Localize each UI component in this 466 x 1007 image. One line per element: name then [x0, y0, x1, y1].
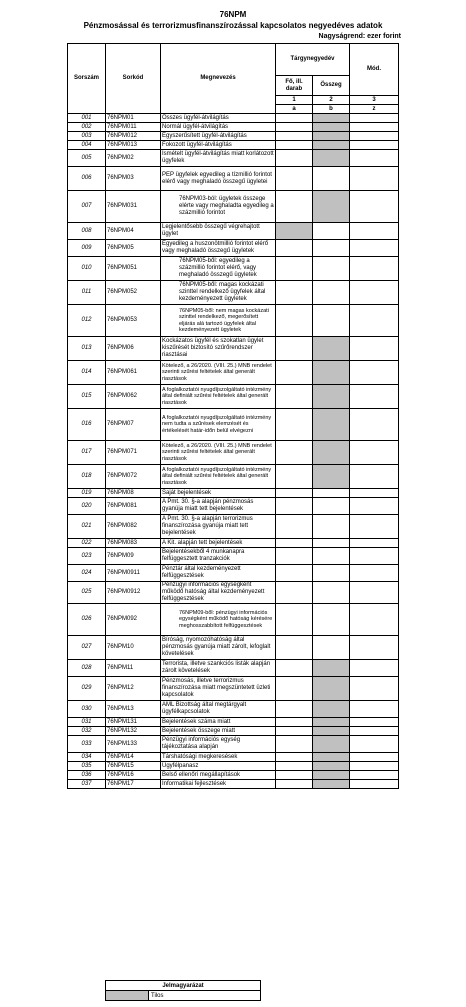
cell-count-input[interactable]: [276, 223, 313, 240]
cell-mod-input[interactable]: [350, 132, 399, 141]
table-row: [68, 441, 399, 465]
header-col1: Fő, ill. darab: [276, 76, 313, 96]
row-code: 76NPM082: [106, 515, 161, 539]
row-code: 76NPM081: [106, 498, 161, 515]
table-row: [68, 167, 399, 191]
cell-mod-input[interactable]: [350, 515, 399, 539]
cell-count-input[interactable]: [276, 582, 313, 604]
row-description: Bíróság, nyomozóhatóság által pénzmosás gyanúja miatt zárolt, lefoglalt követelések: [161, 636, 276, 660]
row-description: Pénztár által kezdeményezett felfüggesztések: [161, 565, 276, 582]
row-number: 014: [68, 361, 106, 385]
table-row: [68, 582, 399, 604]
row-number: 034: [68, 753, 106, 762]
row-description: Bejelentésekből 4 munkanapra felfüggesztett tranzakciók: [161, 548, 276, 565]
row-number: 029: [68, 677, 106, 701]
table-row: [68, 677, 399, 701]
row-number: 010: [68, 257, 106, 281]
row-code: 76NPM052: [106, 281, 161, 305]
cell-count-input[interactable]: [276, 141, 313, 150]
cell-mod-input[interactable]: [350, 780, 399, 789]
row-description: Informatikai fejlesztések: [161, 780, 276, 789]
row-description: 76NPM05-ből: magas kockázati szinttel rendelkező ügyfelek által kezdeményezett ügyletek: [161, 281, 276, 305]
cell-count-input[interactable]: [276, 465, 313, 489]
cell-count-input[interactable]: [276, 718, 313, 727]
row-description: Társhatósági megkeresések: [161, 753, 276, 762]
header-col2: Összeg: [313, 76, 350, 96]
cell-amount-input[interactable]: [313, 515, 350, 539]
header-mod: Mód.: [350, 44, 399, 96]
cell-amount-input[interactable]: [313, 441, 350, 465]
cell-count-input[interactable]: [276, 167, 313, 191]
table-row: [68, 337, 399, 361]
row-description: A foglalkoztatói nyugdíjszolgáltató intézmény által definiált szűrési feltételek által generált riasztások: [161, 385, 276, 409]
row-code: 76NPM053: [106, 305, 161, 337]
cell-amount-input[interactable]: [313, 753, 350, 762]
row-code: 76NPM092: [106, 604, 161, 636]
row-code: 76NPM031: [106, 191, 161, 223]
legend-title: Jelmagyarázat: [106, 981, 261, 991]
table-row: [68, 385, 399, 409]
cell-amount-input[interactable]: [313, 604, 350, 636]
cell-amount-input[interactable]: [313, 727, 350, 736]
legend-table: [105, 980, 261, 1001]
row-code: 76NPM03: [106, 167, 161, 191]
table-row: [68, 191, 399, 223]
cell-mod-input[interactable]: [350, 167, 399, 191]
row-number: 032: [68, 727, 106, 736]
cell-count-input[interactable]: [276, 281, 313, 305]
cell-amount-input[interactable]: [313, 582, 350, 604]
cell-amount-input[interactable]: [313, 677, 350, 701]
row-description: Bejelentések összege miatt: [161, 727, 276, 736]
cell-amount-input[interactable]: [313, 465, 350, 489]
cell-count-input[interactable]: [276, 515, 313, 539]
row-code: 76NPM07: [106, 409, 161, 441]
cell-amount-input[interactable]: [313, 361, 350, 385]
cell-mod-input[interactable]: [350, 548, 399, 565]
row-code: 76NPM131: [106, 718, 161, 727]
table-row: [68, 636, 399, 660]
cell-count-input[interactable]: [276, 548, 313, 565]
cell-count-input[interactable]: [276, 385, 313, 409]
cell-count-input[interactable]: [276, 762, 313, 771]
report-code: 76NPM: [219, 10, 247, 19]
header-megnevezes: Megnevezés: [161, 44, 276, 114]
table-row: [68, 762, 399, 771]
cell-mod-input[interactable]: [350, 677, 399, 701]
header-sorkod: Sorkód: [106, 44, 161, 114]
cell-amount-input[interactable]: [313, 660, 350, 677]
row-number: 033: [68, 736, 106, 753]
table-row: [68, 114, 399, 123]
row-number: 009: [68, 240, 106, 257]
row-number: 019: [68, 489, 106, 498]
cell-count-input[interactable]: [276, 498, 313, 515]
row-number: 021: [68, 515, 106, 539]
table-row: [68, 727, 399, 736]
row-description: A foglalkoztatói nyugdíjszolgáltató intézmény által definiált szűrési feltételek által generált riasztások: [161, 465, 276, 489]
cell-count-input[interactable]: [276, 736, 313, 753]
row-number: 035: [68, 762, 106, 771]
cell-mod-input[interactable]: [350, 337, 399, 361]
table-row: [68, 753, 399, 762]
row-code: 76NPM061: [106, 361, 161, 385]
row-description: 76NPM05-ből: nem magas kockázati szinttel rendelkező, megerősített eljárás alá tartozó ügyfelek által kezdeményezett ügyletek: [161, 305, 276, 337]
cell-amount-input[interactable]: [313, 736, 350, 753]
row-code: 76NPM11: [106, 660, 161, 677]
row-description: Összes ügyfél-átvilágítás: [161, 114, 276, 123]
row-description: 76NPM03-ból: ügyletek összege elérte vagy meghaladta egyedileg a százmillió forintot: [161, 191, 276, 223]
row-code: 76NPM051: [106, 257, 161, 281]
table-row: [68, 223, 399, 240]
cell-count-input[interactable]: [276, 337, 313, 361]
cell-count-input[interactable]: [276, 636, 313, 660]
table-row: [68, 132, 399, 141]
row-number: 004: [68, 141, 106, 150]
cell-amount-input[interactable]: [313, 281, 350, 305]
cell-mod-input[interactable]: [350, 718, 399, 727]
cell-count-input[interactable]: [276, 604, 313, 636]
cell-count-input[interactable]: [276, 361, 313, 385]
row-description: A Pmt. 30. §-a alapján pénzmosás gyanúja miatt tett bejelentések: [161, 498, 276, 515]
row-description: A Kit. alapján tett bejelentések: [161, 539, 276, 548]
row-number: 030: [68, 701, 106, 718]
cell-count-input[interactable]: [276, 441, 313, 465]
row-number: 031: [68, 718, 106, 727]
cell-count-input[interactable]: [276, 565, 313, 582]
cell-mod-input[interactable]: [350, 753, 399, 762]
cell-count-input[interactable]: [276, 305, 313, 337]
row-description: Kockázatos ügyfél és szokatlan ügylet kiszűrését biztosító szűrőrendszer riasztásai: [161, 337, 276, 361]
row-code: 76NPM04: [106, 223, 161, 240]
table-row: [68, 660, 399, 677]
row-code: 76NPM05: [106, 240, 161, 257]
row-number: 012: [68, 305, 106, 337]
cell-mod-input[interactable]: [350, 489, 399, 498]
cell-amount-input[interactable]: [313, 123, 350, 132]
row-code: 76NPM011: [106, 123, 161, 132]
row-description: Terrorista, illetve szankciós listák alapján zárolt követelések: [161, 660, 276, 677]
row-description: A foglalkoztatói nyugdíjszolgáltató intézmény nem tudta a szűrések elemzését és értékelését határ-időn belül elvégezni: [161, 409, 276, 441]
cell-amount-input[interactable]: [313, 762, 350, 771]
cell-mod-input[interactable]: [350, 539, 399, 548]
header-let2: b: [313, 105, 350, 114]
cell-count-input[interactable]: [276, 539, 313, 548]
cell-count-input[interactable]: [276, 780, 313, 789]
row-code: 76NPM16: [106, 771, 161, 780]
row-description: Ügyfélpanasz: [161, 762, 276, 771]
cell-amount-input[interactable]: [313, 718, 350, 727]
cell-count-input[interactable]: [276, 753, 313, 762]
cell-count-input[interactable]: [276, 132, 313, 141]
cell-count-input[interactable]: [276, 409, 313, 441]
row-code: 76NPM133: [106, 736, 161, 753]
cell-count-input[interactable]: [276, 771, 313, 780]
row-code: 76NPM02: [106, 150, 161, 167]
row-code: 76NPM08: [106, 489, 161, 498]
row-description: 76NPM05-ből: egyedileg a százmillió forintot elérő, vagy meghaladó összegű ügyletek: [161, 257, 276, 281]
row-number: 026: [68, 604, 106, 636]
row-number: 006: [68, 167, 106, 191]
row-number: 020: [68, 498, 106, 515]
row-number: 005: [68, 150, 106, 167]
table-row: [68, 361, 399, 385]
row-number: 003: [68, 132, 106, 141]
cell-count-input[interactable]: [276, 257, 313, 281]
header-num3: 3: [350, 96, 399, 105]
row-number: 015: [68, 385, 106, 409]
row-number: 011: [68, 281, 106, 305]
cell-mod-input[interactable]: [350, 257, 399, 281]
cell-amount-input[interactable]: [313, 701, 350, 718]
table-row: [68, 240, 399, 257]
cell-amount-input[interactable]: [313, 114, 350, 123]
row-description: Pénzügyi információs egység tájékoztatása alapján: [161, 736, 276, 753]
cell-amount-input[interactable]: [313, 489, 350, 498]
table-row: [68, 141, 399, 150]
cell-amount-input[interactable]: [313, 150, 350, 167]
table-row: [68, 123, 399, 132]
cell-amount-input[interactable]: [313, 548, 350, 565]
cell-mod-input[interactable]: [350, 409, 399, 441]
row-description: 76NPM09-ből: pénzügyi információs egységként működő hatóság kérésére meghosszabbított felfüggesztések: [161, 604, 276, 636]
row-code: 76NPM15: [106, 762, 161, 771]
row-code: 76NPM10: [106, 636, 161, 660]
cell-count-input[interactable]: [276, 114, 313, 123]
row-description: Normál ügyfél-átvilágítás: [161, 123, 276, 132]
table-row: [68, 465, 399, 489]
row-code: 76NPM013: [106, 141, 161, 150]
table-row: [68, 489, 399, 498]
row-description: Fokozott ügyfél-átvilágítás: [161, 141, 276, 150]
header-let1: a: [276, 105, 313, 114]
row-code: 76NPM17: [106, 780, 161, 789]
report-title: Pénzmosással és terrorizmusfinanszírozással kapcsolatos negyedéves adatok: [83, 21, 383, 30]
unit-label: Nagyságrend: ezer forint: [318, 33, 401, 40]
row-code: 76NPM01: [106, 114, 161, 123]
row-code: 76NPM062: [106, 385, 161, 409]
row-number: 037: [68, 780, 106, 789]
cell-count-input[interactable]: [276, 240, 313, 257]
row-description: Egyedileg a huszonötmillió forintot elérő vagy meghaladó összegű ügyletek: [161, 240, 276, 257]
cell-mod-input[interactable]: [350, 385, 399, 409]
cell-mod-input[interactable]: [350, 771, 399, 780]
cell-mod-input[interactable]: [350, 604, 399, 636]
row-description: Legjelentősebb összegű végrehajtott ügylet: [161, 223, 276, 240]
row-description: Egyszerűsített ügyfél-átvilágítás: [161, 132, 276, 141]
cell-count-input[interactable]: [276, 701, 313, 718]
row-description: PEP ügyfelek egyedileg a tízmillió forintot elérő vagy meghaladó összegű ügyletei: [161, 167, 276, 191]
cell-amount-input[interactable]: [313, 498, 350, 515]
cell-amount-input[interactable]: [313, 385, 350, 409]
row-description: Belső ellenőri megállapítások: [161, 771, 276, 780]
cell-mod-input[interactable]: [350, 565, 399, 582]
cell-mod-input[interactable]: [350, 701, 399, 718]
table-row: [68, 150, 399, 167]
cell-mod-input[interactable]: [350, 441, 399, 465]
row-number: 013: [68, 337, 106, 361]
row-code: 76NPM012: [106, 132, 161, 141]
row-number: 028: [68, 660, 106, 677]
cell-mod-input[interactable]: [350, 465, 399, 489]
cell-amount-input[interactable]: [313, 223, 350, 240]
cell-mod-input[interactable]: [350, 281, 399, 305]
table-row: [68, 257, 399, 281]
cell-mod-input[interactable]: [350, 150, 399, 167]
header-num1: 1: [276, 96, 313, 105]
data-table: [67, 43, 399, 789]
table-row: [68, 701, 399, 718]
row-number: 017: [68, 441, 106, 465]
row-code: 76NPM12: [106, 677, 161, 701]
cell-count-input[interactable]: [276, 150, 313, 167]
cell-amount-input[interactable]: [313, 337, 350, 361]
header-sorszam: Sorszám: [68, 44, 106, 114]
cell-mod-input[interactable]: [350, 660, 399, 677]
cell-mod-input[interactable]: [350, 762, 399, 771]
row-number: 018: [68, 465, 106, 489]
row-code: 76NPM06: [106, 337, 161, 361]
row-number: 025: [68, 582, 106, 604]
row-code: 76NPM083: [106, 539, 161, 548]
cell-mod-input[interactable]: [350, 141, 399, 150]
row-code: 76NPM0911: [106, 565, 161, 582]
cell-count-input[interactable]: [276, 727, 313, 736]
cell-mod-input[interactable]: [350, 582, 399, 604]
cell-amount-input[interactable]: [313, 409, 350, 441]
table-row: [68, 281, 399, 305]
cell-mod-input[interactable]: [350, 240, 399, 257]
row-code: 76NPM14: [106, 753, 161, 762]
table-row: [68, 736, 399, 753]
table-row: [68, 604, 399, 636]
row-code: 76NPM071: [106, 441, 161, 465]
cell-mod-input[interactable]: [350, 123, 399, 132]
cell-mod-input[interactable]: [350, 727, 399, 736]
cell-mod-input[interactable]: [350, 191, 399, 223]
row-number: 024: [68, 565, 106, 582]
cell-mod-input[interactable]: [350, 498, 399, 515]
header-period: Tárgynegyedév: [276, 44, 350, 76]
row-number: 016: [68, 409, 106, 441]
cell-mod-input[interactable]: [350, 636, 399, 660]
cell-amount-input[interactable]: [313, 257, 350, 281]
row-number: 007: [68, 191, 106, 223]
row-description: Saját bejelentések: [161, 489, 276, 498]
cell-mod-input[interactable]: [350, 305, 399, 337]
table-row: [68, 498, 399, 515]
row-number: 001: [68, 114, 106, 123]
cell-count-input[interactable]: [276, 489, 313, 498]
cell-amount-input[interactable]: [313, 305, 350, 337]
cell-amount-input[interactable]: [313, 771, 350, 780]
header-num2: 2: [313, 96, 350, 105]
row-code: 76NPM13: [106, 701, 161, 718]
row-description: Pénzmosás, illetve terrorizmus finanszírozása miatt megszüntetett üzleti kapcsolatok: [161, 677, 276, 701]
cell-mod-input[interactable]: [350, 736, 399, 753]
cell-mod-input[interactable]: [350, 223, 399, 240]
row-description: Bejelentések száma miatt: [161, 718, 276, 727]
row-code: 76NPM072: [106, 465, 161, 489]
row-number: 002: [68, 123, 106, 132]
cell-amount-input[interactable]: [313, 132, 350, 141]
table-row: [68, 548, 399, 565]
cell-mod-input[interactable]: [350, 114, 399, 123]
table-row: [68, 780, 399, 789]
cell-amount-input[interactable]: [313, 141, 350, 150]
cell-amount-input[interactable]: [313, 565, 350, 582]
cell-amount-input[interactable]: [313, 240, 350, 257]
table-row: [68, 565, 399, 582]
row-number: 036: [68, 771, 106, 780]
table-row: [68, 409, 399, 441]
row-description: Kötelező, a 26/2020. (VIII. 25.) MNB rendelet szerinti szűrési feltételek által generált riasztások: [161, 441, 276, 465]
row-description: Ismételt ügyfél-átvilágítás miatt korlátozott ügyfelek: [161, 150, 276, 167]
cell-amount-input[interactable]: [313, 167, 350, 191]
cell-count-input[interactable]: [276, 191, 313, 223]
header-let3: z: [350, 105, 399, 114]
table-row: [68, 539, 399, 548]
cell-amount-input[interactable]: [313, 191, 350, 223]
row-number: 022: [68, 539, 106, 548]
table-row: [68, 305, 399, 337]
table-row: [68, 515, 399, 539]
row-code: 76NPM132: [106, 727, 161, 736]
cell-mod-input[interactable]: [350, 361, 399, 385]
legend-swatch: [106, 991, 149, 1001]
cell-amount-input[interactable]: [313, 636, 350, 660]
row-description: Kötelező, a 26/2020. (VIII. 25.) MNB rendelet szerinti szűrési feltételek által generált riasztások: [161, 361, 276, 385]
table-row: [68, 718, 399, 727]
legend-forbidden-label: Tilos: [149, 991, 261, 1001]
table-row: [68, 771, 399, 780]
cell-count-input[interactable]: [276, 677, 313, 701]
row-number: 023: [68, 548, 106, 565]
row-code: 76NPM09: [106, 548, 161, 565]
row-description: AML Bizottság által megtárgyalt ügyfélkapcsolatok: [161, 701, 276, 718]
row-code: 76NPM0912: [106, 582, 161, 604]
row-number: 027: [68, 636, 106, 660]
cell-amount-input[interactable]: [313, 780, 350, 789]
cell-amount-input[interactable]: [313, 539, 350, 548]
cell-count-input[interactable]: [276, 123, 313, 132]
row-description: A Pmt. 30. §-a alapján terrorizmus finanszírozása gyanúja miatt tett bejelentések: [161, 515, 276, 539]
row-number: 008: [68, 223, 106, 240]
cell-count-input[interactable]: [276, 660, 313, 677]
row-description: Pénzügyi információs egységként működő hatóság által kezdeményezett felfüggesztések: [161, 582, 276, 604]
